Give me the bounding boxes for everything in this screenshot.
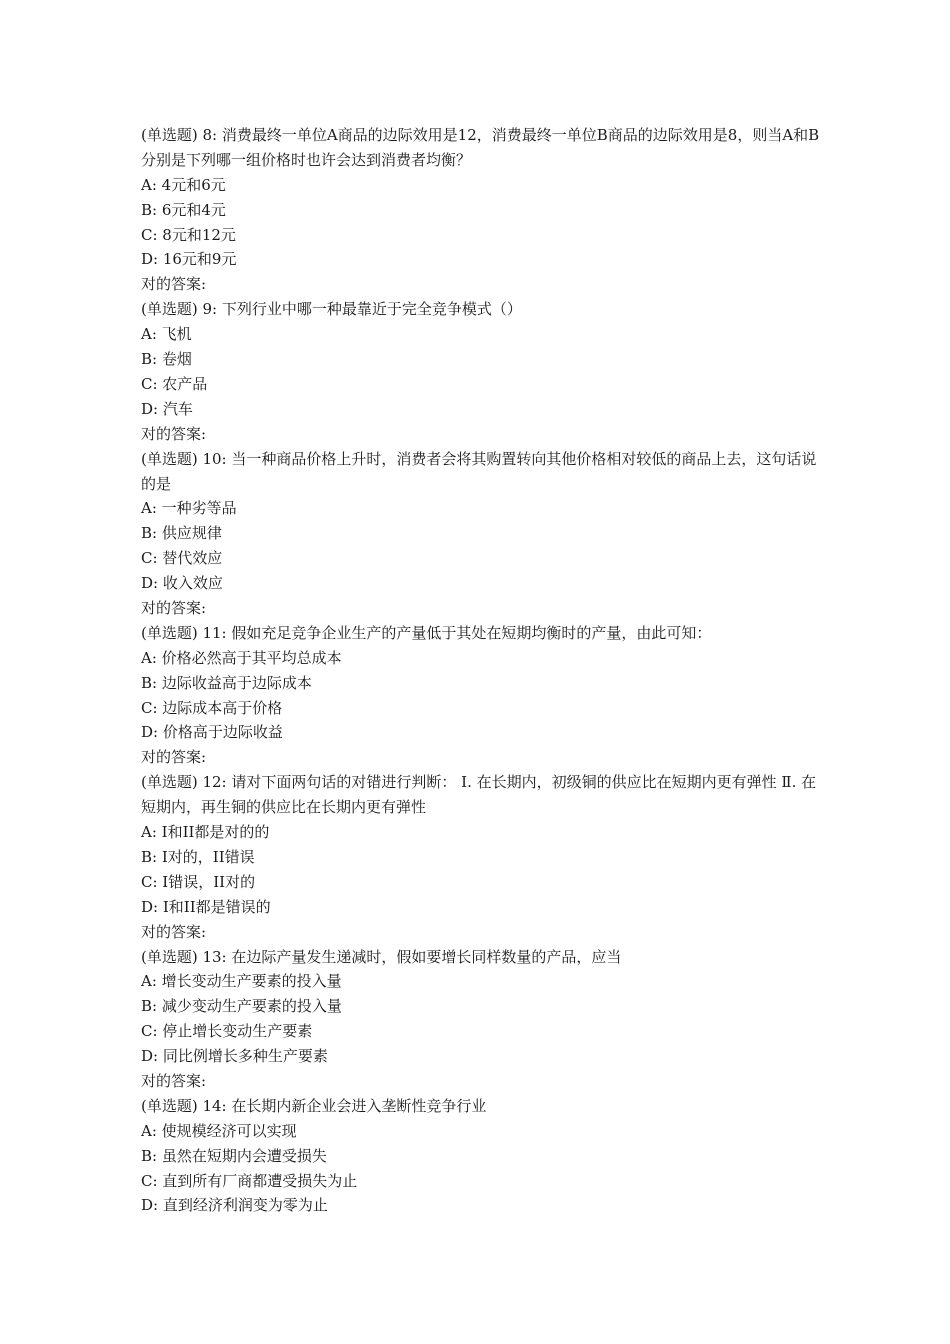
answer-label: 对的答案: xyxy=(141,599,207,617)
question-text: (单选题) 11: 假如充足竞争企业生产的产量低于其处在短期均衡时的产量，由此可知： xyxy=(141,623,712,642)
question-11 xyxy=(141,621,821,770)
question-text: (单选题) 12: 请对下面两句话的对错进行判断： Ⅰ. 在长期内，初级铜的供应比在短期内更有弹性 Ⅱ. 在短期内，再生铜的供应比在长期内更有弹性 xyxy=(141,773,817,817)
option-b: B: I对的，II错误 xyxy=(141,847,255,866)
option-a: A: 使规模经济可以实现 xyxy=(141,1121,297,1140)
option-b: B: 虽然在短期内会遭受损失 xyxy=(141,1146,327,1165)
option-d: D: 收入效应 xyxy=(141,574,223,593)
question-text: (单选题) 10: 当一种商品价格上升时，消费者会将其购置转向其他价格相对较低的商品上去，这句话说的是 xyxy=(141,449,817,493)
option-c: C: I错误，II对的 xyxy=(141,872,256,891)
option-c: C: 替代效应 xyxy=(141,549,223,568)
option-a: A: I和II都是对的的 xyxy=(141,823,270,842)
option-a: A: 飞机 xyxy=(141,325,192,344)
option-d: D: 同比例增长多种生产要素 xyxy=(141,1047,328,1066)
option-d: D: I和II都是错误的 xyxy=(141,897,271,916)
question-text: (单选题) 8: 消费最终一单位A商品的边际效用是12，消费最终一单位B商品的边际效用是8，则当A和B分别是下列哪一组价格时也许会达到消费者均衡？ xyxy=(141,126,820,169)
question-12 xyxy=(141,770,821,944)
answer-label: 对的答案: xyxy=(141,922,207,941)
answer-label: 对的答案: xyxy=(141,748,207,767)
question-14 xyxy=(141,1094,821,1218)
question-text: (单选题) 13: 在边际产量发生递减时，假如要增长同样数量的产品，应当 xyxy=(141,947,622,966)
option-c: C: 直到所有厂商都遭受损失为止 xyxy=(141,1171,358,1190)
answer-label: 对的答案: xyxy=(141,275,207,294)
option-b: B: 边际收益高于边际成本 xyxy=(141,673,312,692)
question-13 xyxy=(141,945,821,1094)
option-a: A: 价格必然高于其平均总成本 xyxy=(141,648,342,667)
document-body xyxy=(141,123,821,1218)
option-c: C: 农产品 xyxy=(141,374,208,393)
option-a: A: 4元和6元 xyxy=(141,175,226,194)
option-d: D: 16元和9元 xyxy=(141,250,237,269)
option-c: C: 8元和12元 xyxy=(141,225,236,244)
question-10 xyxy=(141,447,821,621)
question-8 xyxy=(141,123,821,297)
option-b: B: 卷烟 xyxy=(141,350,192,369)
question-text: (单选题) 9: 下列行业中哪一种最靠近于完全竞争模式（） xyxy=(141,300,522,319)
option-d: D: 汽车 xyxy=(141,399,193,418)
option-b: B: 供应规律 xyxy=(141,524,222,543)
option-a: A: 一种劣等品 xyxy=(141,499,237,518)
option-c: C: 边际成本高于价格 xyxy=(141,698,283,717)
option-b: B: 减少变动生产要素的投入量 xyxy=(141,997,342,1016)
option-c: C: 停止增长变动生产要素 xyxy=(141,1022,313,1041)
option-a: A: 增长变动生产要素的投入量 xyxy=(141,972,342,991)
option-b: B: 6元和4元 xyxy=(141,200,226,219)
question-text: (单选题) 14: 在长期内新企业会进入垄断性竞争行业 xyxy=(141,1096,487,1115)
option-d: D: 价格高于边际收益 xyxy=(141,723,283,742)
question-9 xyxy=(141,297,821,446)
option-d: D: 直到经济利润变为零为止 xyxy=(141,1196,328,1215)
answer-label: 对的答案: xyxy=(141,1071,207,1090)
answer-label: 对的答案: xyxy=(141,424,207,443)
